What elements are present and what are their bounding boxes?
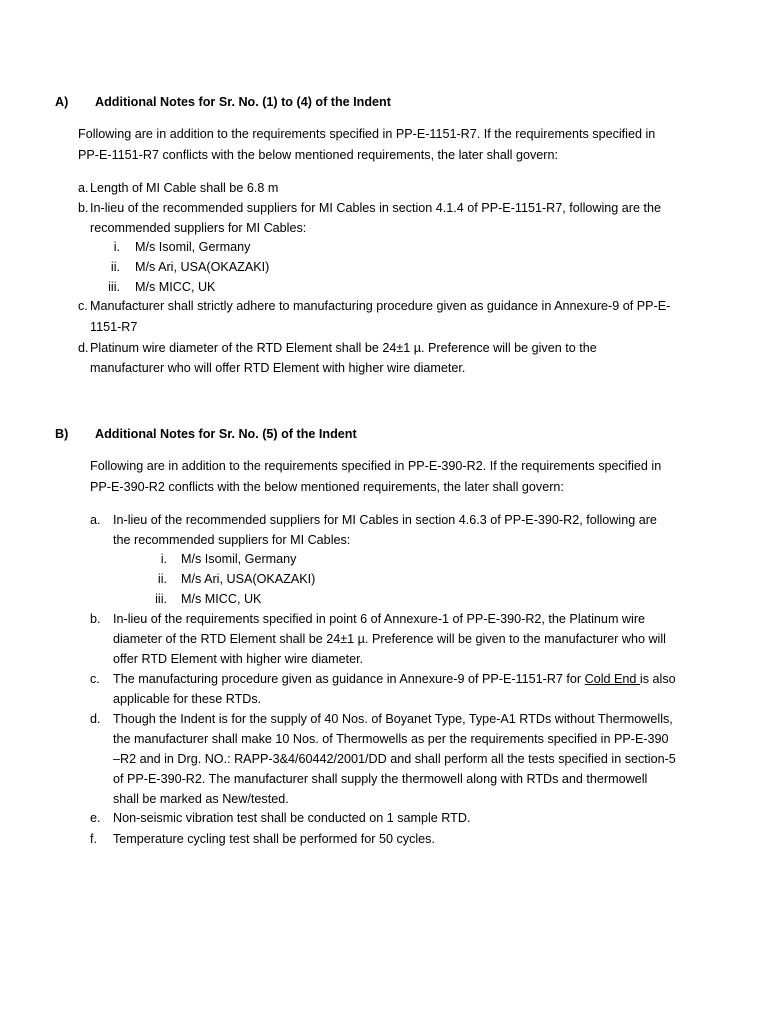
section-b-marker: B) xyxy=(55,427,69,441)
section-a-marker: A) xyxy=(55,95,69,109)
sublist-marker: i. xyxy=(113,240,120,254)
list-item-continuation: applicable for these RTDs. xyxy=(113,692,262,706)
list-item: Temperature cycling test shall be performed for 50 cycles. xyxy=(113,832,435,846)
list-item: Length of MI Cable shall be 6.8 m xyxy=(90,181,279,195)
sublist-marker: i. xyxy=(160,552,167,566)
list-marker: c. xyxy=(78,299,88,313)
list-item-continuation: manufacturer who will offer RTD Element with higher wire diameter. xyxy=(90,361,466,375)
list-marker: c. xyxy=(90,672,100,686)
list-item-continuation: 1151-R7 xyxy=(90,320,138,334)
list-item xyxy=(113,669,676,689)
supplier-item: M/s Isomil, Germany xyxy=(181,552,297,566)
section-a-intro-line: PP-E-1151-R7 conflicts with the below mentioned requirements, the later shall govern: xyxy=(78,148,558,162)
section-b-heading: Additional Notes for Sr. No. (5) of the Indent xyxy=(95,427,357,441)
sublist-marker: ii. xyxy=(110,260,120,274)
list-item: In-lieu of the recommended suppliers for MI Cables in section 4.6.3 of PP-E-390-R2, following are xyxy=(113,513,657,527)
section-a-intro-line: Following are in addition to the requirements specified in PP-E-1151-R7. If the requirements specified in xyxy=(78,127,656,141)
section-b-intro-line: Following are in addition to the requirements specified in PP-E-390-R2. If the requirements specified in xyxy=(90,459,662,473)
list-marker: a. xyxy=(90,513,101,527)
list-item: In-lieu of the requirements specified in point 6 of Annexure-1 of PP-E-390-R2, the Platinum wire xyxy=(113,612,646,626)
sublist-marker: ii. xyxy=(157,572,167,586)
list-item: Though the Indent is for the supply of 40 Nos. of Boyanet Type, Type-A1 RTDs without Thermowells, xyxy=(113,712,673,726)
list-marker: b. xyxy=(78,201,89,215)
sublist-marker: iii. xyxy=(155,592,167,606)
sublist-marker: iii. xyxy=(108,280,120,294)
list-item: Platinum wire diameter of the RTD Element shall be 24±1 µ. Preference will be given to the xyxy=(90,341,597,355)
supplier-item: M/s Ari, USA(OKAZAKI) xyxy=(135,260,270,274)
list-item-continuation: the manufacturer shall make 10 Nos. of Thermowells as per the requirements specified in PP-E-390 xyxy=(113,732,669,746)
list-marker: d. xyxy=(90,712,101,726)
section-a-heading: Additional Notes for Sr. No. (1) to (4) of the Indent xyxy=(95,95,391,109)
list-item-continuation: diameter of the RTD Element shall be 24±1 µ. Preference will be given to the manufacturer who will xyxy=(113,632,666,646)
list-marker: f. xyxy=(90,832,97,846)
list-item-continuation: recommended suppliers for MI Cables: xyxy=(90,221,307,235)
supplier-item: M/s Ari, USA(OKAZAKI) xyxy=(181,572,316,586)
list-marker: d. xyxy=(78,341,89,355)
supplier-item: M/s MICC, UK xyxy=(181,592,262,606)
list-item: In-lieu of the recommended suppliers for MI Cables in section 4.1.4 of PP-E-1151-R7, following are the xyxy=(90,201,661,215)
list-item-continuation: –R2 and in Drg. NO.: RAPP-3&4/60442/2001/DD and shall perform all the tests specified in section-5 xyxy=(113,752,676,766)
list-item-continuation: shall be marked as New/tested. xyxy=(113,792,289,806)
list-item: Manufacturer shall strictly adhere to manufacturing procedure given as guidance in Annexure-9 of PP-E- xyxy=(90,299,671,313)
cold-end-underlined: Cold End xyxy=(584,672,640,686)
list-item-continuation: the recommended suppliers for MI Cables: xyxy=(113,533,351,547)
list-item-continuation: of PP-E-390-R2. The manufacturer shall supply the thermowell along with RTDs and thermowell xyxy=(113,772,648,786)
text-run: is also xyxy=(639,672,676,686)
list-marker: e. xyxy=(90,811,101,825)
section-b-intro-line: PP-E-390-R2 conflicts with the below mentioned requirements, the later shall govern: xyxy=(90,480,564,494)
list-marker: b. xyxy=(90,612,101,626)
supplier-item: M/s MICC, UK xyxy=(135,280,216,294)
text-run: The manufacturing procedure given as guidance in Annexure-9 of PP-E-1151-R7 for xyxy=(113,672,585,686)
list-item: Non-seismic vibration test shall be conducted on 1 sample RTD. xyxy=(113,811,471,825)
supplier-item: M/s Isomil, Germany xyxy=(135,240,251,254)
list-item-continuation: offer RTD Element with higher wire diameter. xyxy=(113,652,364,666)
list-marker: a. xyxy=(78,181,89,195)
